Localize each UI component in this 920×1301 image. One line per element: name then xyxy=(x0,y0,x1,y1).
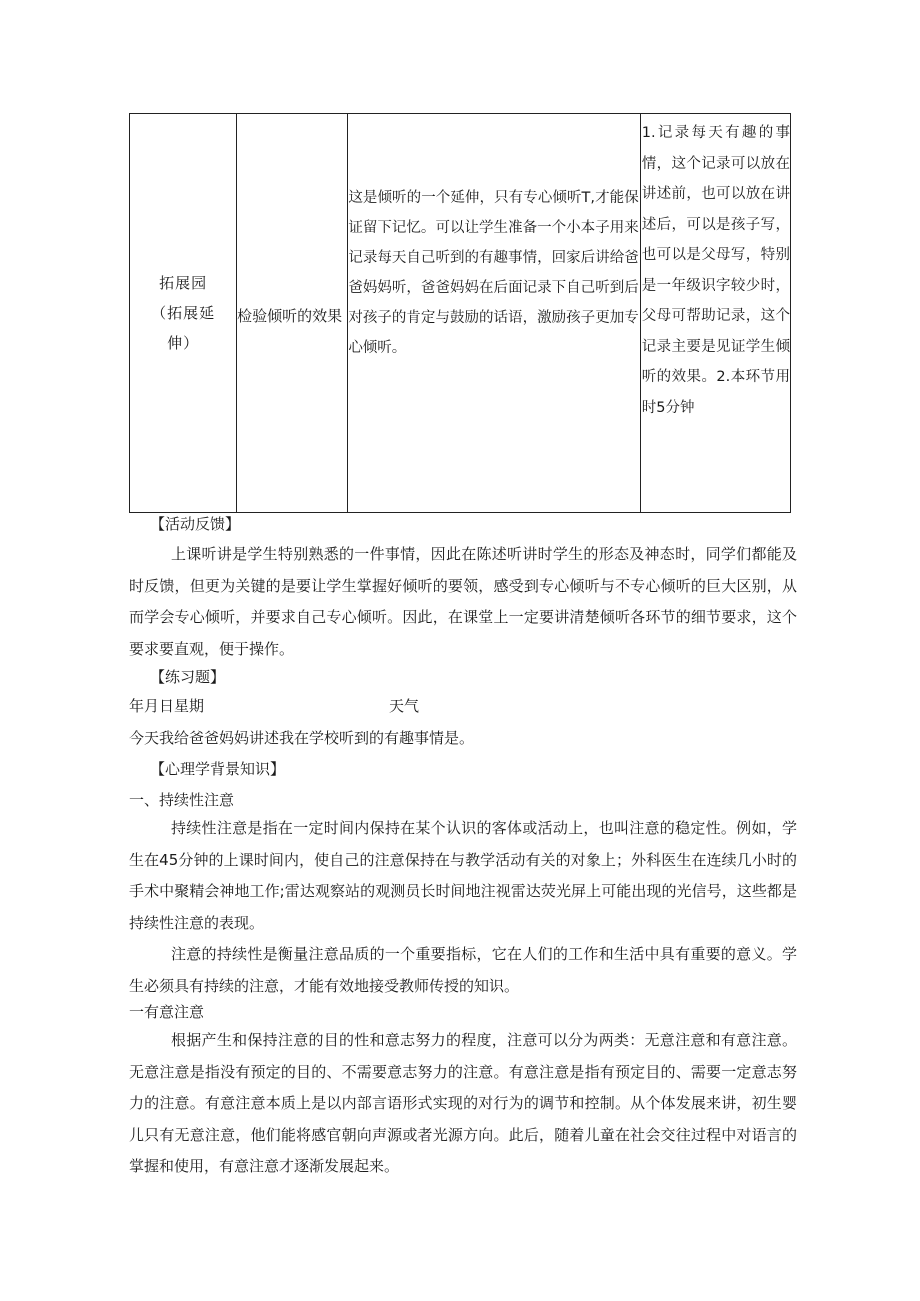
psychology-heading: 【心理学背景知识】 xyxy=(150,760,286,778)
exercise-date-line: 年月日星期 xyxy=(129,697,205,715)
table-row xyxy=(130,114,791,513)
section-subtitle-line2: 伸） xyxy=(167,334,200,352)
content-cell xyxy=(348,114,640,513)
goal-text: 检验倾听的效果 xyxy=(237,307,343,325)
activity-feedback-heading: 【活动反馈】 xyxy=(150,515,241,533)
section-cell xyxy=(130,114,237,513)
content-text: 这是倾听的一个延伸，只有专心倾听T,才能保证留下记忆。可以让学生准备一个小本子用来记录每天自己听到的有趣事情，回家后讲给爸爸妈妈听，爸爸妈妈在后面记录下自己听到后对孩子的肯定与鼓励的话语，激励孩子更加专心倾听。 xyxy=(348,190,639,356)
goal-cell xyxy=(237,114,348,513)
section2-title: 一有意注意 xyxy=(129,1003,205,1021)
exercise-weather: 天气 xyxy=(389,697,420,715)
exercise-prompt: 今天我给爸爸妈妈讲述我在学校听到的有趣事情是。 xyxy=(129,729,475,747)
section-subtitle-line1: （拓展延 xyxy=(151,304,216,322)
section2-para1: 根据产生和保持注意的目的性和意志努力的程度，注意可以分为两类：无意注意和有意注意。无意注意是指没有预定的目的、不需要意志努力的注意。有意注意是指有预定目的、需要一定意志努力的注意。有意注意本质上是以内部言语形式实现的对行为的调节和控制。从个体发展来讲，初生婴儿只有无意注意，他们能将感官朝向声源或者光源方向。此后，随着儿童在社会交往过程中对语言的掌握和使用，有意注意才逐渐发展起来。 xyxy=(129,1031,797,1175)
activity-feedback-text: 上课听讲是学生特别熟悉的一件事情，因此在陈述听讲时学生的形态及神态时，同学们都能及时反馈，但更为关键的是要让学生掌握好倾听的要领，感受到专心倾听与不专心倾听的巨大区别，从而学会专心倾听，并要求自己专心倾听。因此，在课堂上一定要讲清楚倾听各环节的细节要求，这个要求要直观，便于操作。 xyxy=(129,545,797,658)
notes-text: 1.记录每天有趣的事情，这个记录可以放在讲述前，也可以放在讲述后，可以是孩子写，也可以是父母写，特别是一年级识字较少时，父母可帮助记录，这个记录主要是见证学生倾听的效果。2.本环节用时5分钟 xyxy=(641,125,790,416)
notes-cell xyxy=(640,114,790,513)
section1-para2: 注意的持续性是衡量注意品质的一个重要指标，它在人们的工作和生活中具有重要的意义。学生必须具有持续的注意，才能有效地接受教师传授的知识。 xyxy=(129,945,797,995)
section1-para1: 持续性注意是指在一定时间内保持在某个认识的客体或活动上，也叫注意的稳定性。例如，学生在45分钟的上课时间内，使自己的注意保持在与教学活动有关的对象上；外科医生在连续几小时的手术中聚精会神地工作;雷达观察站的观测员长时间地注视雷达荧光屏上可能出现的光信号，这些都是持续性注意的表现。 xyxy=(129,819,797,932)
section1-title: 一、持续性注意 xyxy=(129,791,235,809)
section-title: 拓展园 xyxy=(159,274,208,292)
exercise-heading: 【练习题】 xyxy=(150,668,226,686)
lesson-table xyxy=(129,113,791,513)
